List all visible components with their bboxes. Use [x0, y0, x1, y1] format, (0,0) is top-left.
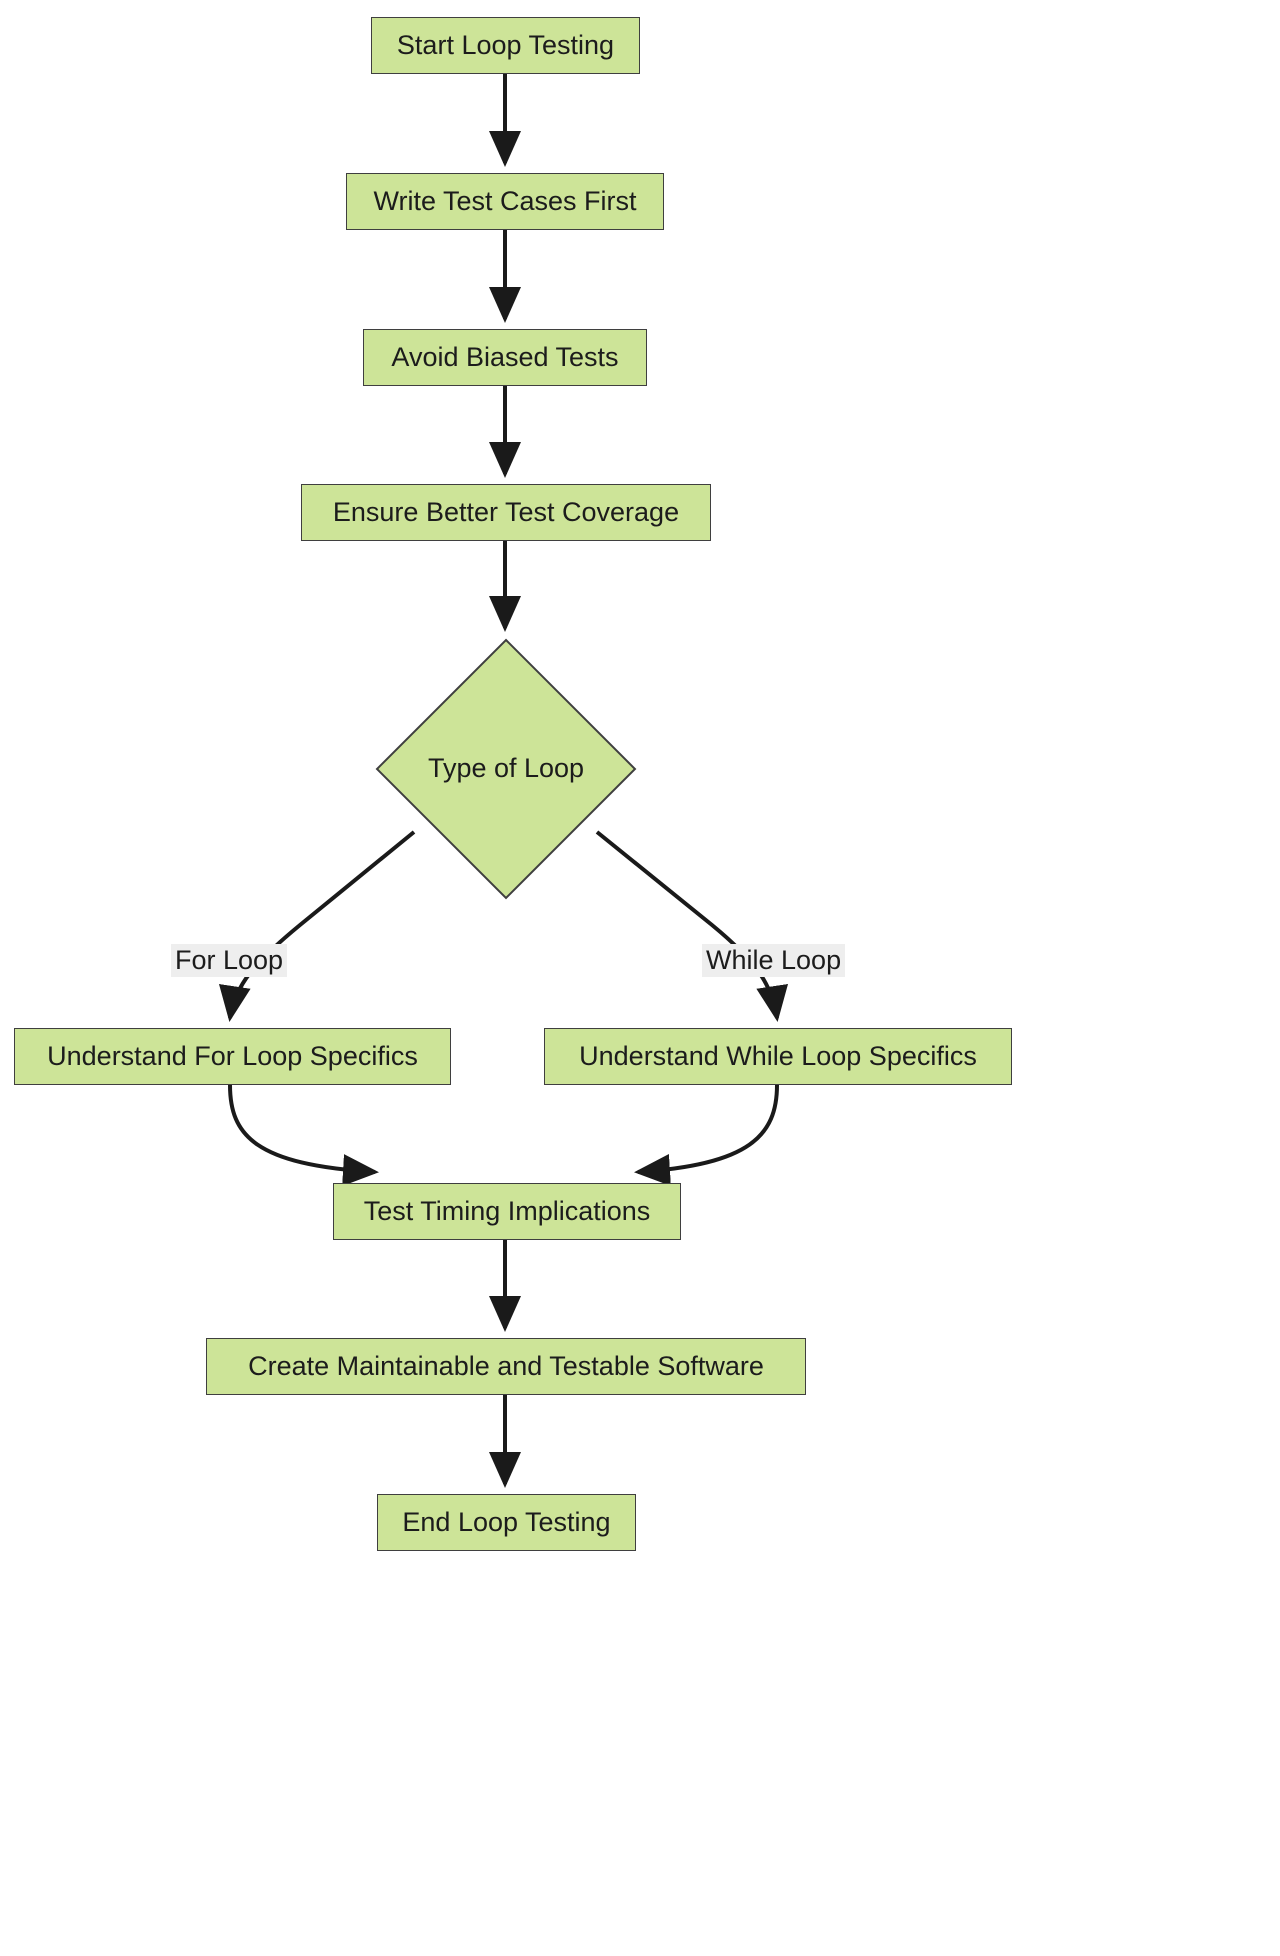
node-label: Write Test Cases First [373, 185, 637, 216]
node-label: Start Loop Testing [396, 29, 615, 60]
edge-forspec-to-timing [230, 1085, 375, 1172]
node-type-of-loop[interactable] [375, 638, 637, 900]
node-label: Create Maintainable and Testable Software [248, 1350, 764, 1381]
node-understand-while-loop-specifics[interactable] [544, 1028, 1012, 1085]
node-understand-for-loop-specifics[interactable] [14, 1028, 451, 1085]
node-ensure-better-test-coverage[interactable] [301, 484, 711, 541]
edge-label-for-loop: For Loop [171, 944, 287, 977]
node-test-timing-implications[interactable] [333, 1183, 681, 1240]
node-label: End Loop Testing [402, 1506, 611, 1537]
node-label: Avoid Biased Tests [391, 341, 619, 372]
node-end-loop-testing[interactable] [377, 1494, 636, 1551]
edge-whilespec-to-timing [638, 1085, 777, 1172]
node-label: Ensure Better Test Coverage [332, 496, 680, 527]
node-label: Understand While Loop Specifics [579, 1040, 977, 1071]
node-avoid-biased-tests[interactable] [363, 329, 647, 386]
node-start-loop-testing[interactable] [371, 17, 640, 74]
node-write-test-cases-first[interactable] [346, 173, 664, 230]
node-label: Type of Loop [427, 753, 585, 784]
node-label: Test Timing Implications [363, 1195, 651, 1226]
node-create-maintainable-and-testable-software[interactable] [206, 1338, 806, 1395]
edge-label-while-loop: While Loop [702, 944, 845, 977]
node-label: Understand For Loop Specifics [47, 1040, 418, 1071]
